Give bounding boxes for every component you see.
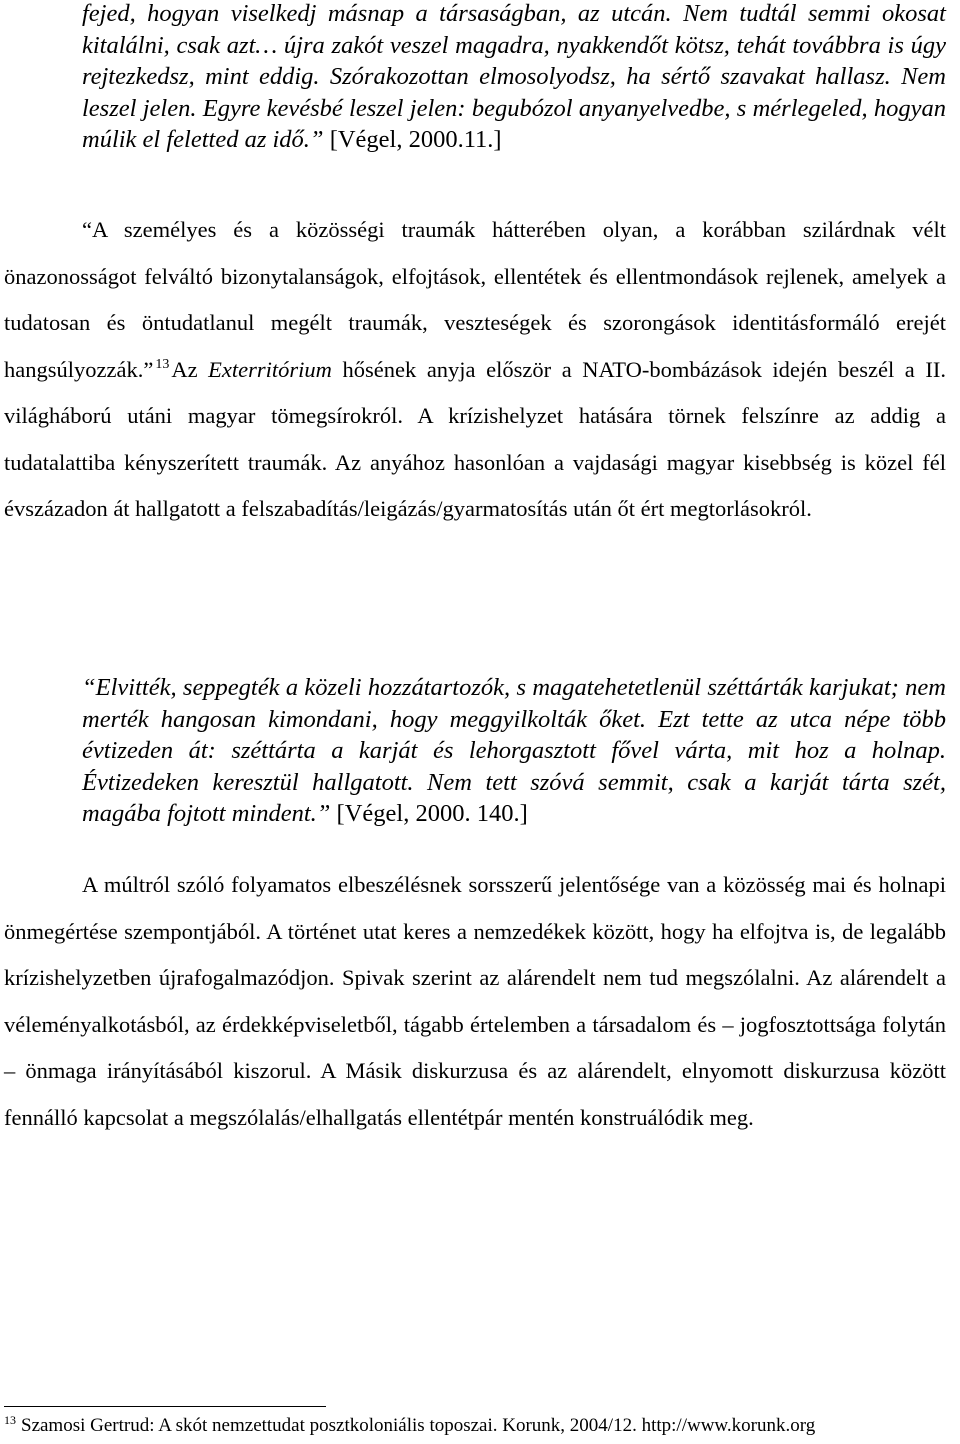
quote-1-citation: [Végel, 2000.11.]	[323, 126, 502, 153]
paragraph-1-quoted-text: “A személyes és a közösségi traumák hátterében olyan, a korábban szilárdnak vélt önazonosságot felváltó bizonytalanságok, elfojtások, ellentétek és ellentmondások rejlenek, amelyek a tudatosan és öntudatlanul megélt traumák, veszteségek és szorongások identitásformáló erejét hangsúlyozzák.”	[4, 217, 946, 382]
footnote-text: Szamosi Gertrud: A skót nemzettudat posztkoloniális toposzai. Korunk, 2004/12. http://www.korunk.org	[21, 1415, 816, 1436]
quote-1-text: fejed, hogyan viselkedj másnap a társaságban, az utcán. Nem tudtál semmi okosat kitalálni, csak azt… újra zakót veszel magadra, nyakkendőt kötsz, tehát továbbra is úgy rejtezkedsz, mint eddig. Szórakozottan elmosolyodsz, ha sértő szavakat hallasz. Nem leszel jelen. Egyre kevésbé leszel jelen: begubózol anyanyelvedbe, s mérlegeled, hogyan múlik el feletted az idő.”	[82, 0, 946, 153]
block-quote-2	[82, 672, 946, 830]
footnote-number: 13	[4, 1412, 16, 1427]
body-paragraph-1	[4, 207, 946, 533]
quote-2-text: “Elvitték, seppegték a közeli hozzátartozók, s magatehetetlenül széttárták karjukat; nem merték hangosan kimondani, hogy meggyilkolták őket. Ezt tette az utca népe több évtizeden át: széttárta a karját és lehorgasztott fővel várta, mit hoz a holnap. Évtizedeken keresztül hallgatott. Nem tett szóvá semmit, csak a karját tárta szét, magába fojtott mindent.”	[82, 674, 946, 827]
quote-2-citation: [Végel, 2000. 140.]	[330, 800, 528, 827]
paragraph-1-text-rest: hősének anyja először a NATO-bombázások idején beszél a II. világháború utáni magyar tömegsírokról. A krízishelyzet hatására törnek felszínre az addig a tudatalattiba kényszerített traumák. Az anyához hasonlóan a vajdasági magyar kisebbség is közel fél évszázadon át hallgatott a felszabadítás/leigázás/gyarmatosítás után őt ért megtorlásokról.	[4, 356, 946, 521]
book-title: Exterritórium	[208, 356, 332, 382]
paragraph-2-text: A múltról szóló folyamatos elbeszélésnek sorsszerű jelentősége van a közösség mai és holnapi önmegértése szempontjából. A történet utat keres a nemzedékek között, hogy ha elfojtva is, de legalább krízishelyzetben újrafogalmazódjon. Spivak szerint az alárendelt nem tud megszólalni. Az alárendelt a véleményalkotásból, az érdekképviseletből, tágabb értelemben a társadalom és – jogfosztottsága folytán – önmaga irányításából kiszorul. A Másik diskurzusa és az alárendelt, elnyomott diskurzusa között fennálló kapcsolat a megszólalás/elhallgatás ellentétpár mentén konstruálódik meg.	[4, 872, 946, 1130]
footnote-divider	[4, 1406, 326, 1407]
footnote	[4, 1413, 960, 1439]
footnote-reference[interactable]: 13	[155, 357, 170, 372]
paragraph-1-text: Az	[171, 356, 209, 382]
block-quote-1	[82, 0, 946, 156]
body-paragraph-2	[4, 862, 946, 1141]
